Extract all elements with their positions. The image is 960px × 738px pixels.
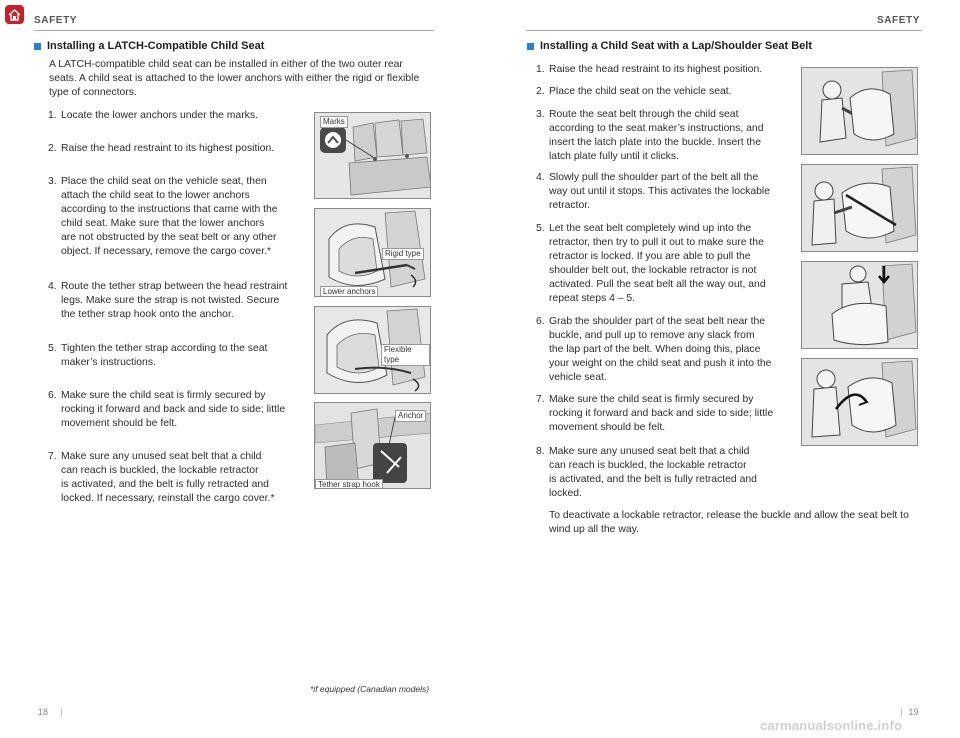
left-page-number: 18 | <box>38 707 63 717</box>
right-outro: To deactivate a lockable retractor, release the buckle and allow the seat belt to wind up all the way. <box>549 510 909 535</box>
right-step-2: 2. Place the child seat on the vehicle seat. <box>536 86 732 97</box>
label-flexible-type: Flexible type <box>381 344 430 366</box>
label-tether-strap-hook: Tether strap hook <box>315 479 383 489</box>
left-step-6: 6. Make sure the child seat is firmly secured by rocking it forward and back and side to side; little movement should be felt. <box>48 390 286 429</box>
left-step-2: 2. Raise the head restraint to its highest position. <box>48 143 275 154</box>
figure-rock-child-seat <box>801 358 918 446</box>
right-heading: Installing a Child Seat with a Lap/Shoulder Seat Belt <box>527 40 812 52</box>
label-rigid-type: Rigid type <box>382 248 424 260</box>
left-intro: A LATCH-compatible child seat can be installed in either of the two outer rear seats. A child seat is attached to the lower anchors with either the rigid or flexible type of connectors. <box>49 59 420 98</box>
left-step-5: 5. Tighten the tether strap according to the seat maker’s instructions. <box>48 343 268 368</box>
right-step-7: 7. Make sure the child seat is firmly secured by rocking it forward and back and side to side; little movement should be felt. <box>536 394 774 433</box>
left-step-7: 7. Make sure any unused seat belt that a child can reach is buckled, the lockable retractor is activated, and the belt is fully retracted and locked. If necessary, reinstall the cargo cover.* <box>48 451 275 504</box>
watermark: carmanualsonline.info <box>760 718 903 733</box>
figure-tether-anchor <box>314 402 431 489</box>
right-step-1: 1. Raise the head restraint to its highest position. <box>536 64 763 75</box>
right-section-title: SAFETY <box>876 15 920 26</box>
left-step-4: 4. Route the tether strap between the head restraint legs. Make sure the strap is not twisted. Secure the tether strap hook onto the anchor. <box>48 281 288 320</box>
figure-pull-shoulder-belt <box>801 261 918 349</box>
home-icon <box>7 7 22 22</box>
label-anchor: Anchor <box>395 410 426 422</box>
person-pulling-belt-illustration <box>802 262 918 349</box>
left-footnote: *if equipped (Canadian models) <box>310 684 430 694</box>
right-step-8: 8. Make sure any unused seat belt that a child can reach is buckled, the lockable retractor is activated, and the belt is fully retracted and locked. <box>536 446 757 499</box>
left-section-title: SAFETY <box>34 15 78 26</box>
figure-flexible-connector <box>314 306 431 394</box>
right-step-4: 4. Slowly pull the shoulder part of the belt all the way out until it stops. This activates the lockable retractor. <box>536 172 771 211</box>
left-step-3: 3. Place the child seat on the vehicle seat, then attach the child seat to the lower anchors according to the instructions that came with the child seat. Make sure that the lower anchors are not obstructed by the seat belt or any other object. If necessary, remove the cargo cover.* <box>48 176 278 257</box>
right-step-3: 3. Route the seat belt through the child seat according to the seat maker’s instructions, and insert the latch plate into the buckle. Insert the latch plate fully until it clicks. <box>536 109 764 162</box>
figure-place-child-seat <box>801 67 918 155</box>
figure-rigid-connector <box>314 208 431 297</box>
left-heading: Installing a LATCH-Compatible Child Seat <box>34 40 264 52</box>
heading-square-icon <box>34 43 41 50</box>
heading-square-icon <box>527 43 534 50</box>
left-header-rule <box>34 30 434 31</box>
right-header-rule <box>526 30 922 31</box>
label-lower-anchors: Lower anchors <box>320 286 378 297</box>
left-step-1: 1. Locate the lower anchors under the marks. <box>48 110 258 121</box>
right-step-6: 6. Grab the shoulder part of the seat belt near the buckle, and pull up to remove any slack from the lap part of the belt. When doing this, place your weight on the child seat and push it into the vehicle seat. <box>536 316 772 383</box>
right-step-5: 5. Let the seat belt completely wind up into the retractor, then try to pull it out to make sure the retractor is locked. If you are able to pull the shoulder belt out, the lockable retractor is not activated. Pull the seat belt all the way out, and repeat steps 4 – 5. <box>536 223 766 304</box>
person-rocking-seat-illustration <box>802 359 918 446</box>
figure-route-seat-belt <box>801 164 918 252</box>
right-page-number: | 19 <box>900 707 919 717</box>
home-button[interactable] <box>5 5 24 24</box>
figure-lower-anchor-marks <box>314 112 431 199</box>
label-marks: Marks <box>320 116 348 128</box>
person-placing-seat-illustration <box>802 68 918 155</box>
person-routing-belt-illustration <box>802 165 918 252</box>
